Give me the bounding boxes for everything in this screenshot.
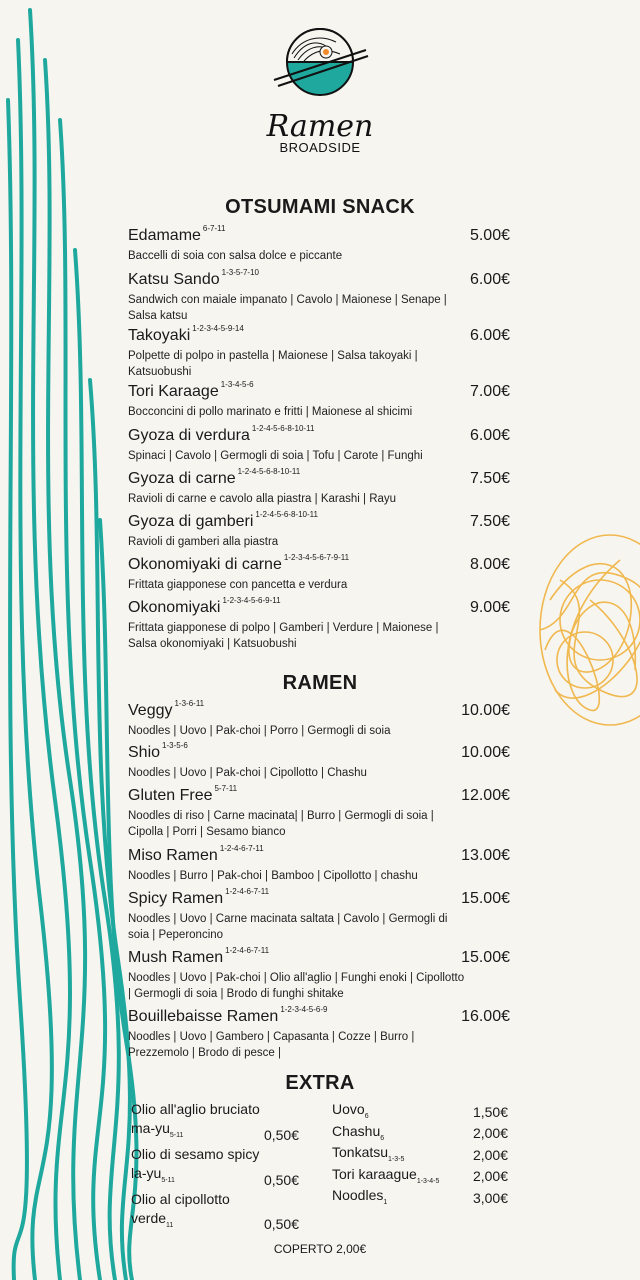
extra-price: 0,50€ — [263, 1171, 299, 1188]
menu-item — [128, 469, 510, 507]
extra-price: 2,00€ — [472, 1125, 508, 1141]
menu-item — [128, 326, 510, 380]
item-allergens: 1-2-3-4-5-6-9 — [280, 1005, 328, 1014]
menu-item — [128, 786, 510, 840]
ramen-bowl-icon — [260, 24, 380, 114]
extra-item — [332, 1186, 508, 1208]
extra-name: Olio all'aglio bruciato — [131, 1101, 260, 1117]
extra-name: Olio al cipollotto — [131, 1190, 230, 1207]
item-description: Bocconcini di pollo marinato e fritti | Maionese al shicimi — [128, 406, 413, 418]
extra-item — [332, 1165, 508, 1187]
item-allergens: 1-2-4-5-6-8-10-11 — [255, 510, 318, 519]
item-description: Ravioli di gamberi alla piastra — [128, 536, 279, 548]
item-price: 6.00€ — [469, 327, 510, 344]
item-name: Tori Karaage — [128, 383, 219, 400]
menu-item — [128, 948, 510, 1002]
menu-item — [128, 270, 510, 324]
item-name: Spicy Ramen — [128, 890, 224, 907]
item-description: Frittata giapponese di polpo | Gamberi | Verdure | Maionese | Salsa okonomiyaki | Katsuobushi — [128, 622, 439, 650]
item-description: Noodles | Uovo | Pak-choi | Olio all'aglio | Funghi enoki | Cipollotto | Germogli di soia | Brodo di funghi shitake — [128, 972, 465, 1000]
item-allergens: 1-2-4-5-6-8-10-11 — [251, 424, 315, 433]
extra-allergens: 1 — [383, 1198, 388, 1206]
extra-allergens: 1-3-4-5 — [416, 1177, 440, 1185]
item-description: Spinaci | Cavolo | Germogli di soia | Tofu | Carote | Funghi — [128, 450, 423, 462]
item-description: Noodles | Uovo | Pak-choi | Cipollotto | Chashu — [128, 767, 367, 779]
item-name: Okonomiyaki — [128, 599, 221, 616]
item-name: Bouillebaisse Ramen — [128, 1008, 279, 1025]
item-allergens: 1-2-3-4-5-6-7-9-11 — [283, 553, 350, 562]
item-name: Mush Ramen — [128, 949, 224, 966]
extra-allergens: 1-3-5 — [388, 1155, 405, 1163]
menu-item — [128, 701, 510, 739]
item-price: 6.00€ — [469, 427, 510, 444]
item-price: 5.00€ — [469, 227, 510, 244]
extra-allergens: 6 — [364, 1112, 369, 1120]
item-price: 15.00€ — [461, 949, 510, 966]
menu-item — [128, 382, 510, 420]
item-description: Noodles | Uovo | Pak-choi | Porro | Germogli di soia — [128, 725, 391, 737]
extra-item — [332, 1143, 508, 1165]
extra-price: 3,00€ — [472, 1189, 508, 1206]
menu-item — [128, 889, 510, 943]
item-name: Shio — [128, 744, 161, 761]
extra-item — [332, 1122, 508, 1144]
item-price: 7.00€ — [469, 383, 510, 400]
item-price: 7.50€ — [469, 470, 510, 487]
extra-item — [332, 1100, 508, 1122]
extra-item — [131, 1190, 299, 1235]
snack-section-title: OTSUMAMI SNACK — [225, 196, 415, 218]
item-allergens: 1-2-4-6-7-11 — [225, 887, 270, 896]
item-price: 16.00€ — [461, 1008, 510, 1025]
menu-item — [128, 743, 510, 781]
brand-name: Ramen — [266, 109, 374, 144]
item-name: Katsu Sando — [128, 271, 220, 288]
extra-name: Chashu — [332, 1122, 381, 1139]
extra-price: 1,50€ — [472, 1103, 508, 1120]
item-allergens: 1-2-4-6-7-11 — [225, 946, 270, 955]
item-name: Miso Ramen — [128, 847, 218, 864]
coperto-note: COPERTO 2,00€ — [273, 1242, 367, 1256]
extra-price: 0,50€ — [263, 1126, 299, 1143]
item-price: 12.00€ — [461, 787, 510, 804]
brand-logo — [260, 24, 380, 154]
item-price: 9.00€ — [469, 599, 510, 616]
extra-right-list — [332, 1100, 508, 1208]
extra-price: 0,50€ — [263, 1216, 299, 1233]
item-allergens: 6-7-11 — [202, 224, 226, 233]
item-price: 13.00€ — [461, 847, 510, 864]
item-description: Noodles | Uovo | Gambero | Capasanta | Cozze | Burro | Prezzemolo | Brodo di pesce | — [128, 1031, 415, 1059]
menu-item — [128, 426, 510, 464]
extra-section-title: EXTRA — [285, 1072, 355, 1094]
extra-name: Olio di sesamo spicy — [131, 1145, 260, 1162]
extra-name-cont: verde — [131, 1209, 167, 1226]
item-price: 6.00€ — [469, 271, 510, 288]
item-allergens: 1-3-5-6 — [162, 741, 188, 750]
extra-item — [131, 1145, 299, 1190]
item-description: Noodles | Uovo | Carne macinata saltata | Cavolo | Germogli di soia | Peperoncino — [128, 913, 448, 941]
menu-item — [128, 1007, 510, 1061]
extra-name: Tonkatsu — [332, 1144, 389, 1160]
menu-item — [128, 598, 510, 652]
item-description: Noodles di riso | Carne macinata| | Burro | Germogli di soia | Cipolla | Porri | Sesamo bianco — [128, 810, 434, 838]
extra-name: Noodles — [332, 1187, 384, 1203]
item-name: Gyoza di gamberi — [128, 513, 254, 530]
item-description: Ravioli di carne e cavolo alla piastra | Karashi | Rayu — [128, 493, 397, 505]
item-allergens: 1-2-4-5-6-8-10-11 — [237, 467, 301, 476]
item-allergens: 1-2-4-6-7-11 — [219, 844, 264, 853]
item-name: Takoyaki — [128, 327, 191, 344]
brand-subtitle: BROADSIDE — [279, 140, 361, 155]
item-description: Sandwich con maiale impanato | Cavolo | Maionese | Senape | Salsa katsu — [128, 294, 447, 322]
extra-price: 2,00€ — [472, 1168, 508, 1184]
extra-name-cont: ma-yu — [131, 1120, 170, 1136]
extra-name-cont: la-yu — [131, 1164, 162, 1181]
item-allergens: 1-3-6-11 — [174, 699, 205, 708]
item-allergens: 1-2-3-4-5-9-14 — [192, 324, 244, 333]
item-allergens: 1-2-3-4-5-6-9-11 — [222, 596, 281, 605]
extra-name: Uovo — [332, 1101, 365, 1117]
menu-item — [128, 555, 510, 593]
item-description: Baccelli di soia con salsa dolce e piccante — [128, 250, 343, 262]
extra-price: 2,00€ — [472, 1146, 508, 1163]
extra-left-list — [131, 1100, 299, 1234]
item-price: 10.00€ — [461, 744, 510, 761]
item-name: Edamame — [128, 227, 201, 244]
item-price: 7.50€ — [469, 513, 510, 530]
item-description: Noodles | Burro | Pak-choi | Bamboo | Cipollotto | chashu — [128, 870, 418, 882]
item-price: 15.00€ — [461, 890, 510, 907]
menu-item — [128, 226, 510, 264]
extra-allergens: 11 — [166, 1221, 174, 1229]
decorative-noodles — [530, 520, 640, 750]
item-description: Frittata giapponese con pancetta e verdura — [128, 579, 348, 591]
item-name: Gyoza di carne — [128, 470, 236, 487]
extra-allergens: 6 — [380, 1134, 385, 1142]
item-name: Gyoza di verdura — [128, 427, 250, 444]
item-name: Okonomiyaki di carne — [128, 556, 282, 573]
item-name: Veggy — [128, 702, 173, 719]
extra-name: Tori karaague — [332, 1165, 417, 1182]
extra-allergens: 5-11 — [169, 1131, 184, 1139]
item-allergens: 1-3-5-7-10 — [221, 268, 259, 277]
menu-item — [128, 512, 510, 550]
ramen-section-title: RAMEN — [282, 672, 358, 694]
item-name: Gluten Free — [128, 787, 213, 804]
item-description: Polpette di polpo in pastella | Maionese | Salsa takoyaki | Katsuobushi — [128, 350, 418, 378]
item-allergens: 1-3-4-5-6 — [220, 380, 254, 389]
extra-allergens: 5-11 — [161, 1176, 175, 1184]
item-price: 10.00€ — [461, 702, 510, 719]
item-allergens: 5-7-11 — [214, 784, 238, 793]
menu-item — [128, 846, 510, 884]
item-price: 8.00€ — [469, 556, 510, 573]
extra-item — [131, 1100, 299, 1145]
